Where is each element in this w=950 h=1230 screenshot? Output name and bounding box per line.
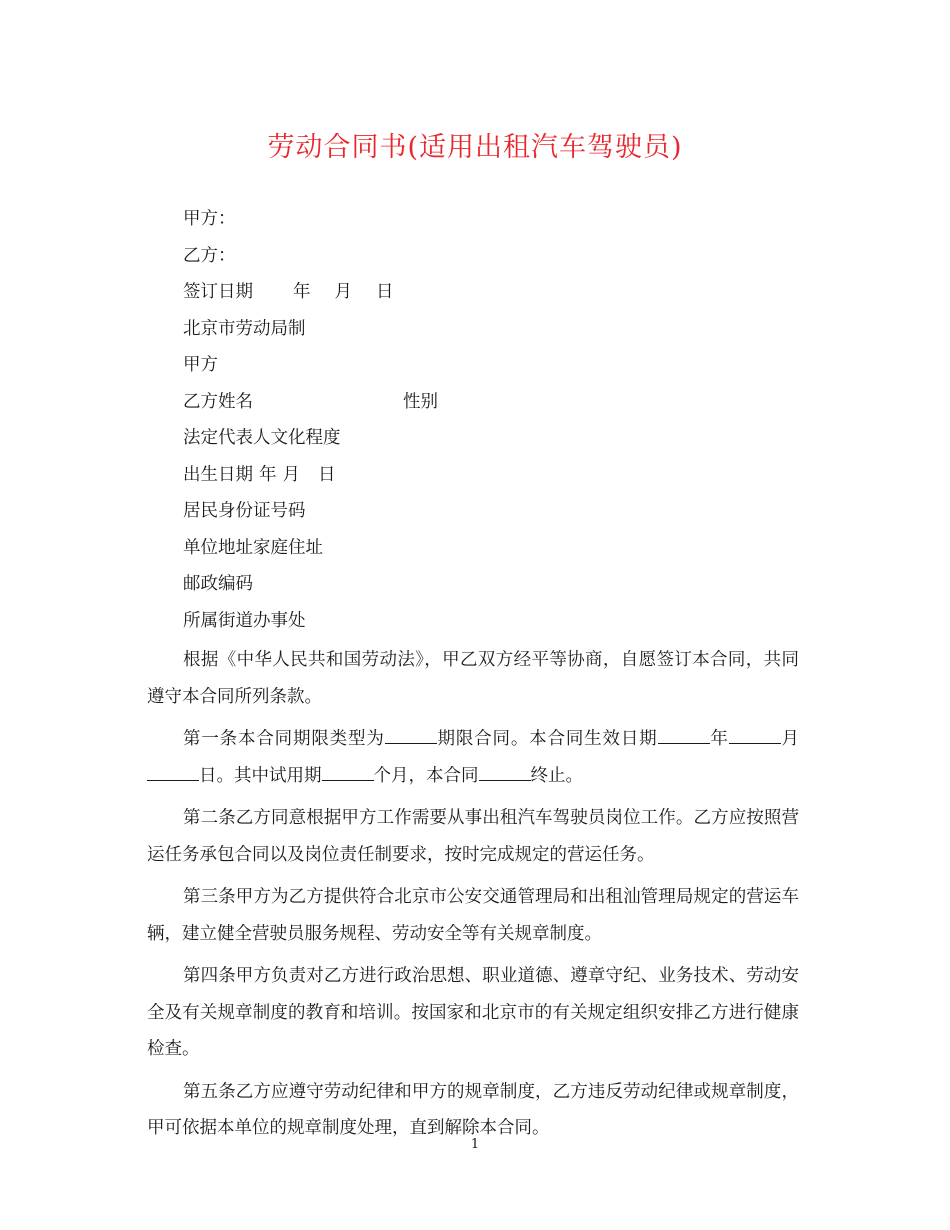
article-5-paragraph: 第五条乙方应遵守劳动纪律和甲方的规章制度，乙方违反劳动纪律或规章制度，甲可依据本单位的规章制度处理，直到解除本合同。 — [147, 1081, 799, 1138]
sign-date-month: 月 — [334, 282, 352, 302]
birth-date-day: 日 — [318, 464, 336, 485]
field-street-office: 所属街道办事处 — [183, 610, 306, 631]
blank-termination — [479, 762, 531, 781]
field-legal-rep-education: 法定代表人文化程度 — [183, 428, 341, 448]
field-id-number: 居民身份证号码 — [183, 501, 306, 521]
sign-date-year: 年 — [293, 282, 311, 302]
sign-date-day: 日 — [376, 282, 394, 302]
field-address: 单位地址家庭住址 — [183, 537, 323, 558]
blank-term-type — [385, 725, 437, 744]
page-number: 1 — [470, 1137, 480, 1152]
sign-date-label: 签订日期 — [183, 282, 253, 302]
birth-date-label: 出生日期 — [183, 464, 253, 485]
field-birth-date — [147, 460, 799, 497]
field-issuer: 北京市劳动局制 — [183, 318, 306, 339]
blank-effective-day — [147, 762, 199, 781]
article-4-paragraph: 第四条甲方负责对乙方进行政治思想、职业道德、遵章守纪、业务技术、劳动安全及有关规章制度的教育和培训。按国家和北京市的有关规定组织安排乙方进行健康检查。 — [147, 966, 799, 1059]
article-1-text-5: 日。其中试用期 — [199, 765, 322, 786]
field-party-a-plain: 甲方 — [183, 355, 218, 375]
gender-label: 性别 — [403, 391, 438, 412]
article-1-text-3: 年 — [709, 729, 729, 749]
blank-effective-year — [658, 725, 710, 744]
document-title: 劳动合同书(适用出租汽车驾驶员) — [267, 132, 683, 163]
birth-date-year: 年 — [259, 464, 277, 485]
article-1-paragraph — [147, 721, 799, 794]
article-2-paragraph: 第二条乙方同意根据甲方工作需要从事出租汽车驾驶员岗位工作。乙方应按照营运任务承包合同以及岗位责任制要求，按时完成规定的营运任务。 — [147, 808, 799, 865]
document-body — [147, 204, 799, 1153]
article-1-text-7: 终止。 — [530, 765, 583, 786]
article-1-text-2: 期限合同。本合同生效日期 — [436, 729, 658, 749]
field-party-b-name — [147, 387, 799, 424]
preamble-paragraph: 根据《中华人民共和国劳动法》，甲乙双方经平等协商，自愿签订本合同，共同遵守本合同所列条款。 — [147, 650, 799, 707]
article-1-text-1: 第一条本合同期限类型为 — [183, 729, 385, 749]
field-party-b: 乙方： — [183, 245, 236, 266]
blank-effective-month — [729, 725, 781, 744]
article-1-text-6: 个月，本合同 — [373, 765, 479, 786]
party-b-name-label: 乙方姓名 — [183, 391, 253, 412]
article-1-text-4: 月 — [780, 729, 800, 749]
field-sign-date — [147, 277, 799, 314]
field-party-a: 甲方： — [183, 209, 236, 229]
blank-probation-months — [322, 762, 374, 781]
birth-date-month: 月 — [282, 464, 300, 485]
field-postal-code: 邮政编码 — [183, 574, 253, 594]
article-3-paragraph: 第三条甲方为乙方提供符合北京市公安交通管理局和出租汕管理局规定的营运车辆，建立健全营驶员服务规程、劳动安全等有关规章制度。 — [147, 887, 799, 944]
